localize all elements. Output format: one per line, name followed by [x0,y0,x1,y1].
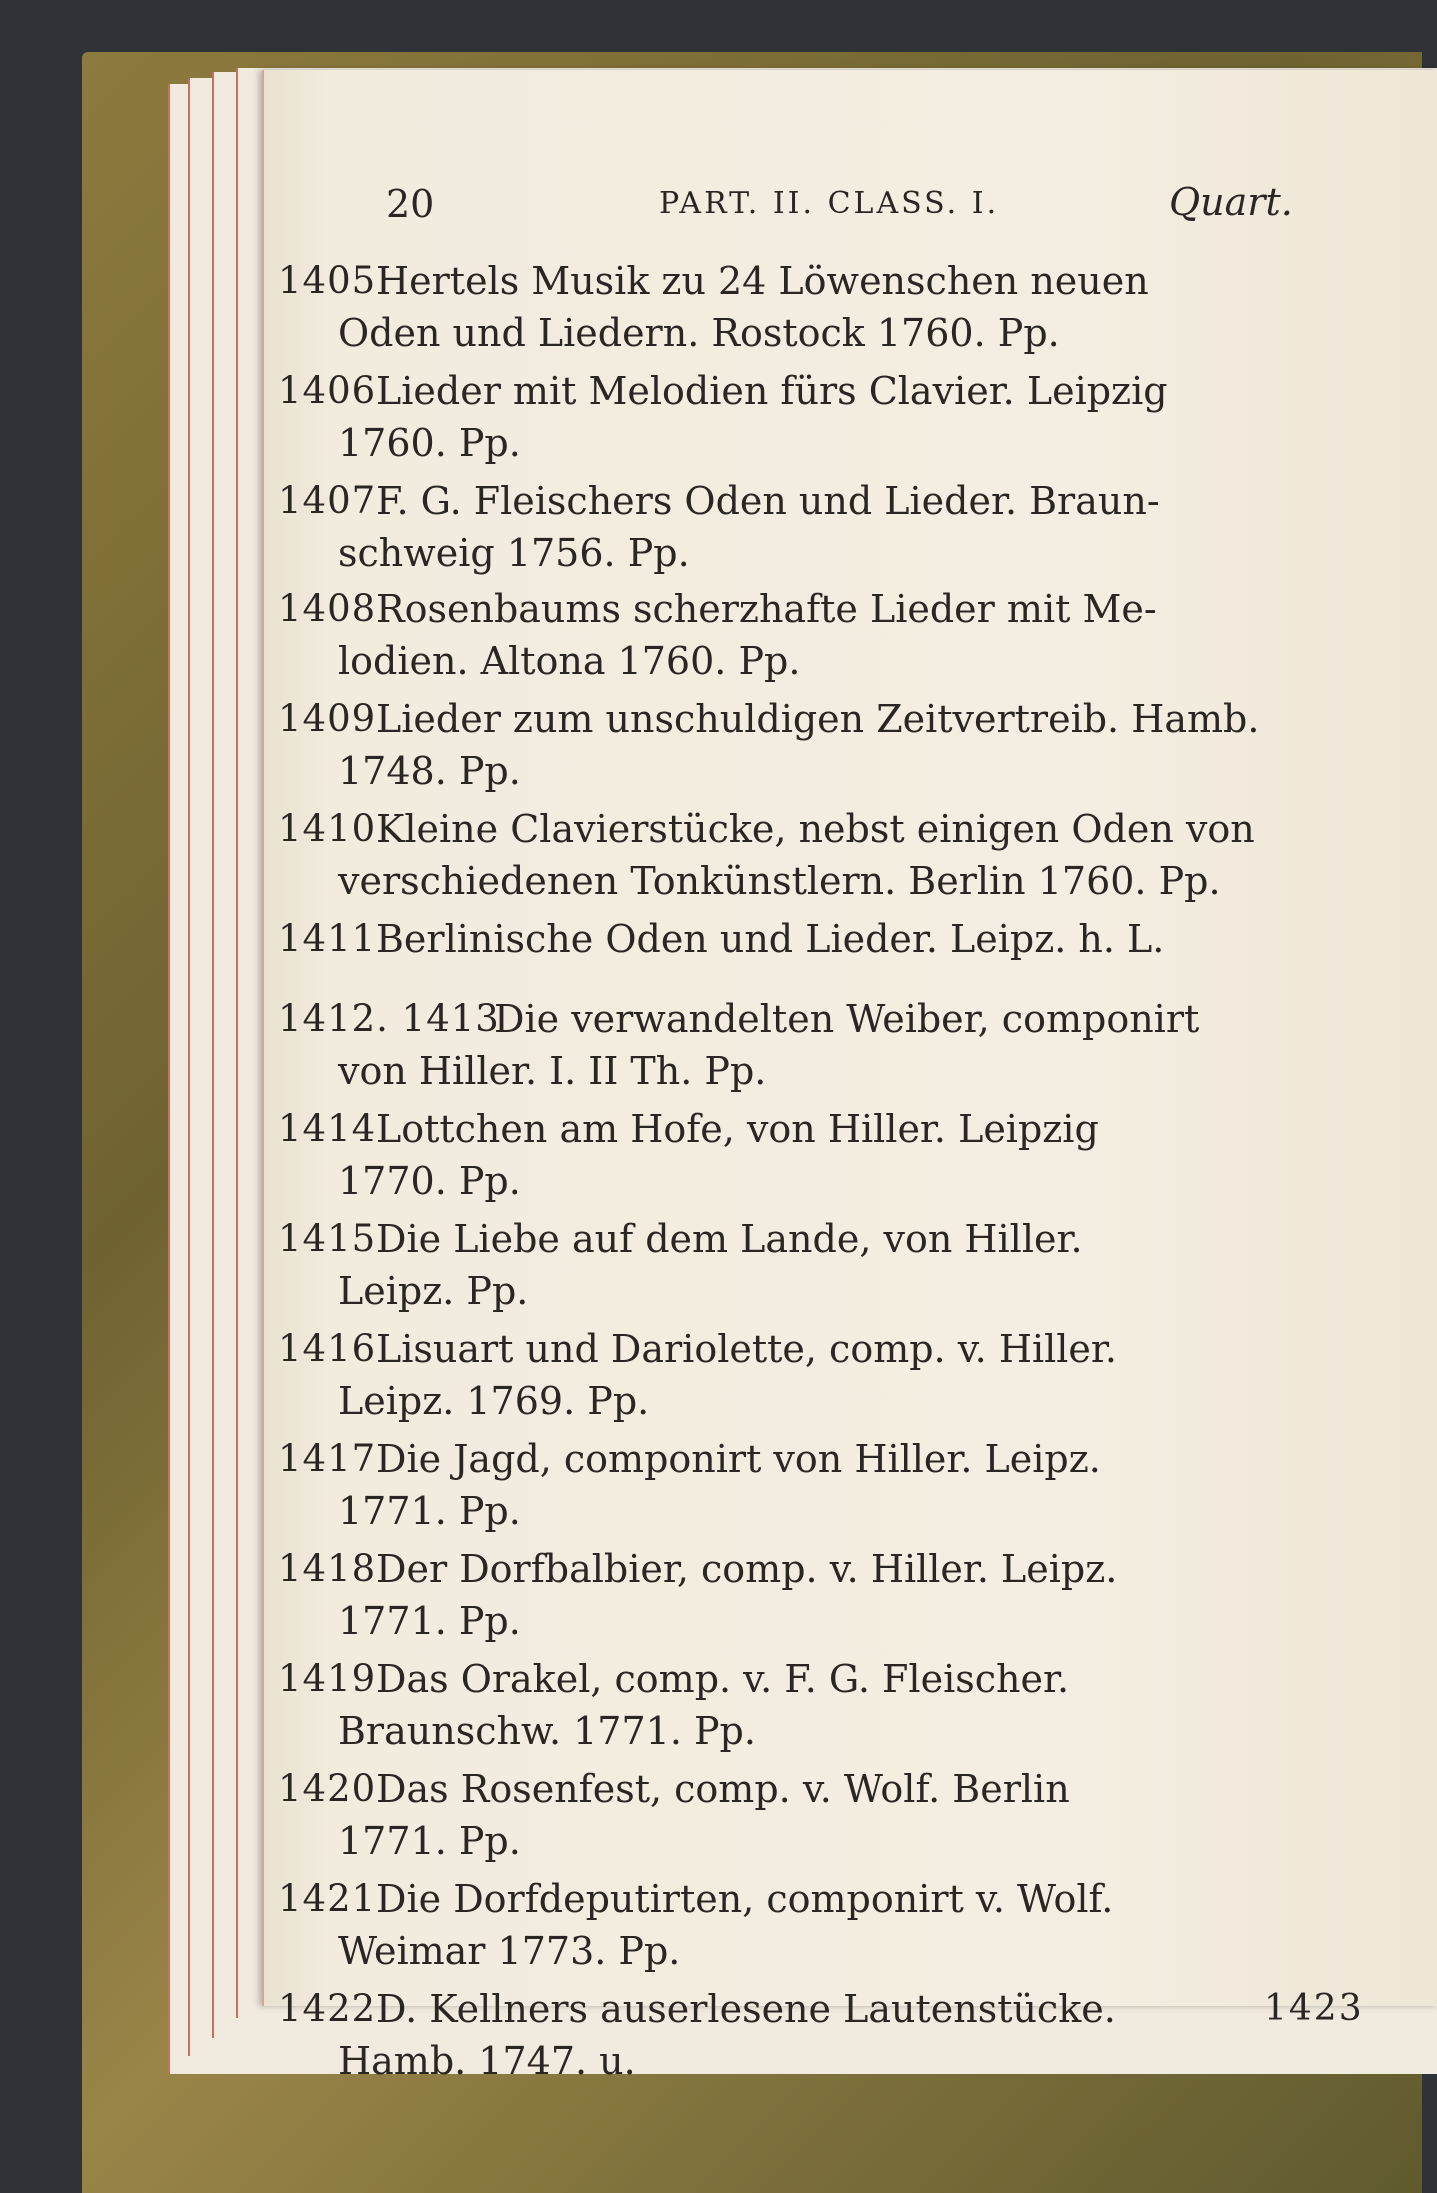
entry-text: Die verwandelten Weiber, componirt [494,997,1200,1041]
entry-text-continuation: Leipz. Pp. [338,1269,529,1313]
entry-text: Das Rosenfest, comp. v. Wolf. Berlin [376,1767,1070,1811]
running-head: PART. II. CLASS. I. [659,186,1000,221]
entry-text: Lisuart und Dariolette, comp. v. Hiller. [376,1327,1117,1371]
entry-number: 1419 [278,1657,377,1700]
entry-text-continuation: Oden und Liedern. Rostock 1760. Pp. [338,311,1060,355]
entry-text-continuation: 1771. Pp. [338,1489,521,1533]
entry-text-continuation: 1771. Pp. [338,1599,521,1643]
entry-text: Die Jagd, componirt von Hiller. Leipz. [376,1437,1101,1481]
entry-text: Lottchen am Hofe, von Hiller. Leipzig [376,1107,1099,1151]
entry-text: Die Dorfdeputirten, componirt v. Wolf. [376,1877,1114,1921]
entry-text: F. G. Fleischers Oden und Lieder. Braun- [376,479,1160,523]
entry-text: Rosenbaums scherzhafte Lieder mit Me- [376,587,1157,631]
entry-text-continuation: Hamb. 1747. u. [338,2039,636,2083]
format-label: Quart. [1169,180,1293,224]
entry-number: 1412. 1413 [278,997,500,1040]
entry-text: Das Orakel, comp. v. F. G. Fleischer. [376,1657,1070,1701]
entry-number: 1411 [278,917,377,960]
entry-text: Der Dorfbalbier, comp. v. Hiller. Leipz. [376,1547,1118,1591]
entry-number: 1409 [278,697,377,740]
entry-text-continuation: lodien. Altona 1760. Pp. [338,639,801,683]
catchword: 1423 [1264,1988,1364,2029]
entry-text: Hertels Musik zu 24 Löwenschen neuen [376,259,1149,303]
entry-text-continuation: verschiedenen Tonkünstlern. Berlin 1760. Pp. [338,859,1221,903]
entry-number: 1416 [278,1327,377,1370]
entry-number: 1418 [278,1547,377,1590]
entry-text-continuation: 1748. Pp. [338,749,521,793]
entry-text-continuation: Weimar 1773. Pp. [338,1929,681,1973]
entry-number: 1417 [278,1437,377,1480]
entry-number: 1421 [278,1877,377,1920]
entry-text: Die Liebe auf dem Lande, von Hiller. [376,1217,1083,1261]
entry-text-continuation: 1770. Pp. [338,1159,521,1203]
entry-number: 1420 [278,1767,377,1810]
entry-number: 1407 [278,479,377,522]
entry-text: Kleine Clavierstücke, nebst einigen Oden von [376,807,1255,851]
book-page [262,70,1437,2083]
entry-number: 1405 [278,259,377,302]
entry-text-continuation: 1771. Pp. [338,1819,521,1863]
entry-text: Lieder mit Melodien fürs Clavier. Leipzig [376,369,1168,413]
entry-text: Lieder zum unschuldigen Zeitvertreib. Hamb. [376,697,1260,741]
entry-text-continuation: Leipz. 1769. Pp. [338,1379,650,1423]
entry-number: 1422 [278,1987,377,2030]
entry-text-continuation: schweig 1756. Pp. [338,531,690,575]
entry-number: 1406 [278,369,377,412]
entry-number: 1415 [278,1217,377,1260]
entry-text: D. Kellners auserlesene Lautenstücke. [376,1987,1116,2031]
entry-text-continuation: Braunschw. 1771. Pp. [338,1709,756,1753]
entry-number: 1408 [278,587,377,630]
entry-number: 1410 [278,807,377,850]
page-number: 20 [386,182,435,226]
entry-number: 1414 [278,1107,377,1150]
entry-text-continuation: 1760. Pp. [338,421,521,465]
entry-text-continuation: von Hiller. I. II Th. Pp. [338,1049,767,1093]
entry-text: Berlinische Oden und Lieder. Leipz. h. L. [376,917,1165,961]
